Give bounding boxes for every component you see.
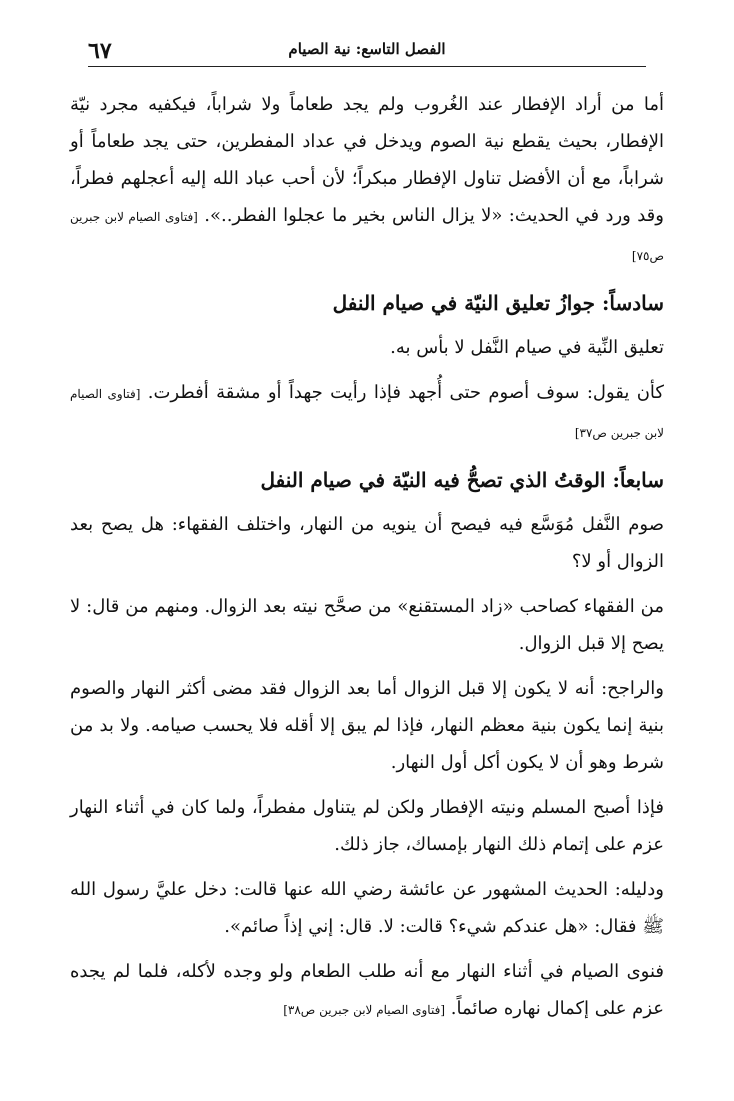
- page-body: [70, 86, 664, 1037]
- running-title: الفصل التاسع: نية الصيام: [288, 40, 446, 58]
- paragraph: [70, 506, 664, 580]
- section-heading: سابعاً: الوقتُ الذي تصحُّ فيه النيّة في صيام النفل: [260, 468, 664, 492]
- paragraph: [70, 789, 664, 863]
- paragraph-text: كأن يقول: سوف أصوم حتى أُجهد فإذا رأيت جهداً أو مشقة أفطرت.: [147, 382, 664, 403]
- citation: [فتاوى الصيام لابن جبرين ص٣٨]: [283, 1003, 446, 1017]
- paragraph: [70, 871, 664, 945]
- paragraph-text: فإذا أصبح المسلم ونيته الإفطار ولكن لم يتناول مفطراً، ولما كان في أثناء النهار عزم على إتمام ذلك النهار بإمساك، جاز ذلك.: [70, 797, 664, 855]
- paragraph-text: والراجح: أنه لا يكون إلا قبل الزوال أما بعد الزوال فقد مضى أكثر النهار والصوم بنية إنما يكون بنية معظم النهار، فإذا لم يبق إلا أقله فلا يحسب صيامه. ولا بد من شرط وهو أن لا يكون أكل أول النهار.: [70, 678, 664, 773]
- paragraph: [70, 86, 664, 275]
- paragraph-text: من الفقهاء كصاحب «زاد المستقنع» من صحَّح نيته بعد الزوال. ومنهم من قال: لا يصح إلا قبل الزوال.: [70, 596, 664, 654]
- paragraph-text: صوم النَّفل مُوَسَّع فيه فيصح أن ينويه من النهار، واختلف الفقهاء: هل يصح بعد الزوال أو لا؟: [70, 514, 664, 572]
- paragraph: [70, 329, 664, 366]
- paragraph-text: ودليله: الحديث المشهور عن عائشة رضي الله عنها قالت: دخل عليَّ رسول الله ﷺ فقال: «هل عندكم شيء؟ قالت: لا. قال: إني إذاً صائم».: [70, 879, 664, 937]
- section-heading: سادساً: جوازُ تعليق النيّة في صيام النفل: [332, 291, 664, 315]
- citation: [فتاوى الصيام لابن جبرين ص٧٥]: [70, 210, 664, 263]
- paragraph-text: تعليق النِّية في صيام النَّفل لا بأس به.: [390, 337, 664, 358]
- citation: [فتاوى الصيام لابن جبرين ص٣٧]: [70, 387, 664, 440]
- page-header: [88, 36, 646, 67]
- paragraph-text: فنوى الصيام في أثناء النهار مع أنه طلب الطعام ولو وجده لأكله، فلما لم يجده عزم على إكمال نهاره صائماً.: [70, 961, 664, 1019]
- paragraph: [70, 953, 664, 1029]
- page-number: ٦٧: [88, 38, 112, 64]
- paragraph-text: أما من أراد الإفطار عند الغُروب ولم يجد طعاماً ولا شراباً، فيكفيه مجرد نيّة الإفطار، بحيث يقطع نية الصوم ويدخل في عداد المفطرين، حتى يجد طعاماً أو شراباً، مع أن الأفضل تناول الإفطار مبكراً؛ لأن أحب عباد الله إليه أعجلهم فطراً، وقد ورد في الحديث: «لا يزال الناس بخير ما عجلوا الفطر..».: [70, 94, 664, 226]
- paragraph: [70, 670, 664, 781]
- paragraph: [70, 374, 664, 452]
- paragraph: [70, 588, 664, 662]
